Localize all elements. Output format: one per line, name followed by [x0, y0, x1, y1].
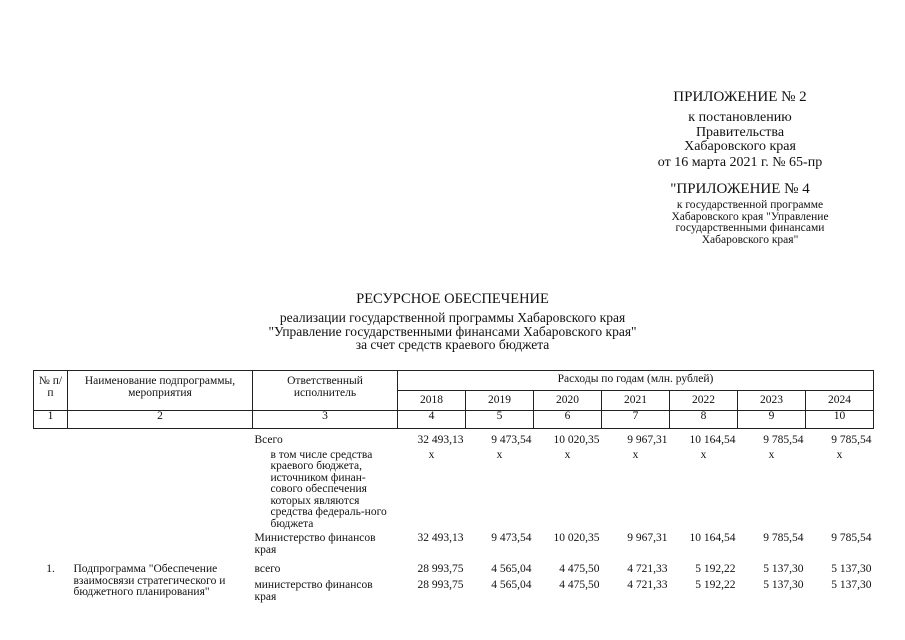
row-value: 9 785,54 — [831, 434, 872, 446]
col-number-cell: 7 — [602, 411, 670, 429]
row-name — [68, 429, 253, 447]
col-header-number: № п/п — [34, 371, 68, 411]
row-value: 4 565,04 — [491, 563, 532, 575]
row-value: 5 192,22 — [695, 563, 736, 575]
row-number — [34, 447, 68, 531]
row-value: 9 967,31 — [627, 532, 668, 544]
row-name: Подпрограмма "Обеспечение взаимосвязи стратегического и бюджетного планирования" — [73, 563, 226, 598]
row-value: 4 721,33 — [627, 579, 668, 591]
col-number-cell: 1 — [34, 411, 68, 429]
row-value: 5 137,30 — [831, 563, 872, 575]
program-line: государственными финансами — [675, 222, 825, 234]
row-value: 9 473,54 — [491, 532, 532, 544]
row-value: 9 785,54 — [763, 532, 804, 544]
row-value: 4 475,50 — [559, 579, 600, 591]
row-value: 5 137,30 — [763, 579, 804, 591]
row-executor: в том числе средства краевого бюджета, источником финан-сового обеспечения которых являются средства федераль-ного бюджета — [270, 448, 387, 530]
col-number-cell: 4 — [398, 411, 466, 429]
col-number-cell: 8 — [670, 411, 738, 429]
row-number — [34, 530, 68, 560]
subtitle-line: за счет средств краевого бюджета — [355, 337, 550, 352]
row-executor: всего — [254, 563, 281, 575]
row-value: 9 785,54 — [831, 532, 872, 544]
row-executor: Министерство финансов края — [254, 532, 376, 556]
resolution-line: Хабаровского края — [684, 139, 796, 155]
col-number-cell: 3 — [253, 411, 398, 429]
row-value: x — [700, 448, 707, 461]
resolution-reference — [650, 111, 830, 155]
col-header-executor: Ответственный исполнитель — [253, 371, 398, 411]
row-name — [68, 447, 253, 531]
row-value: x — [632, 448, 639, 461]
row-value: 5 192,22 — [695, 579, 736, 591]
col-header-year: 2020 — [534, 391, 602, 411]
row-value: 9 473,54 — [491, 434, 532, 446]
program-line: к государственной программе — [676, 199, 824, 211]
row-number — [34, 429, 68, 447]
col-number-cell: 6 — [534, 411, 602, 429]
row-value: 28 993,75 — [417, 579, 464, 591]
table-row — [34, 447, 874, 531]
col-number-cell: 10 — [806, 411, 874, 429]
table-row — [34, 429, 874, 447]
row-value: x — [564, 448, 571, 461]
subtitle-line: "Управление государственными финансами Хабаровского края" — [268, 323, 637, 339]
table-row — [34, 560, 874, 578]
resolution-line: Правительства — [695, 124, 785, 140]
document-subtitle — [0, 311, 905, 352]
row-value: 10 020,35 — [553, 434, 600, 446]
subtitle-line: реализации государственной программы Хабаровского края — [279, 310, 626, 325]
row-value: x — [428, 448, 435, 461]
row-value: 10 020,35 — [553, 532, 600, 544]
row-value: 32 493,13 — [417, 532, 464, 544]
row-executor: министерство финансов края — [254, 579, 373, 603]
program-line: Хабаровского края "Управление — [671, 210, 829, 223]
resource-table — [33, 370, 874, 603]
col-header-expenses: Расходы по годам (млн. рублей) — [398, 371, 874, 391]
col-header-year: 2019 — [466, 391, 534, 411]
resolution-line: к постановлению — [688, 110, 792, 125]
row-value: 4 721,33 — [627, 563, 668, 575]
col-header-year: 2021 — [602, 391, 670, 411]
resolution-date: от 16 марта 2021 г. № 65-пр — [657, 155, 823, 170]
col-header-year: 2023 — [738, 391, 806, 411]
col-number-cell: 2 — [68, 411, 253, 429]
col-header-year: 2018 — [398, 391, 466, 411]
row-value: 10 164,54 — [689, 532, 736, 544]
row-name — [68, 530, 253, 560]
row-value: 10 164,54 — [689, 434, 736, 446]
document-title: РЕСУРСНОЕ ОБЕСПЕЧЕНИЕ — [356, 291, 549, 307]
appendix-2-heading: ПРИЛОЖЕНИЕ № 2 — [673, 89, 807, 105]
col-number-cell: 9 — [738, 411, 806, 429]
row-executor: Всего — [254, 434, 283, 446]
program-reference — [650, 200, 850, 246]
row-value: 9 785,54 — [763, 434, 804, 446]
col-header-year: 2022 — [670, 391, 738, 411]
col-number-cell: 5 — [466, 411, 534, 429]
table-row — [34, 530, 874, 560]
col-header-name: Наименование подпрограммы, мероприятия — [68, 371, 253, 411]
row-number: 1. — [46, 563, 55, 575]
row-value: x — [496, 448, 503, 461]
row-value: 5 137,30 — [763, 563, 804, 575]
program-line: Хабаровского края" — [701, 233, 799, 246]
row-value: 4 475,50 — [559, 563, 600, 575]
row-value: 32 493,13 — [417, 434, 464, 446]
col-header-year: 2024 — [806, 391, 874, 411]
row-value: 4 565,04 — [491, 579, 532, 591]
row-value: x — [768, 448, 775, 461]
row-value: 28 993,75 — [417, 563, 464, 575]
row-value: 9 967,31 — [627, 434, 668, 446]
row-value: 5 137,30 — [831, 579, 872, 591]
appendix-4-heading: "ПРИЛОЖЕНИЕ № 4 — [670, 181, 810, 197]
row-value: x — [836, 448, 843, 461]
